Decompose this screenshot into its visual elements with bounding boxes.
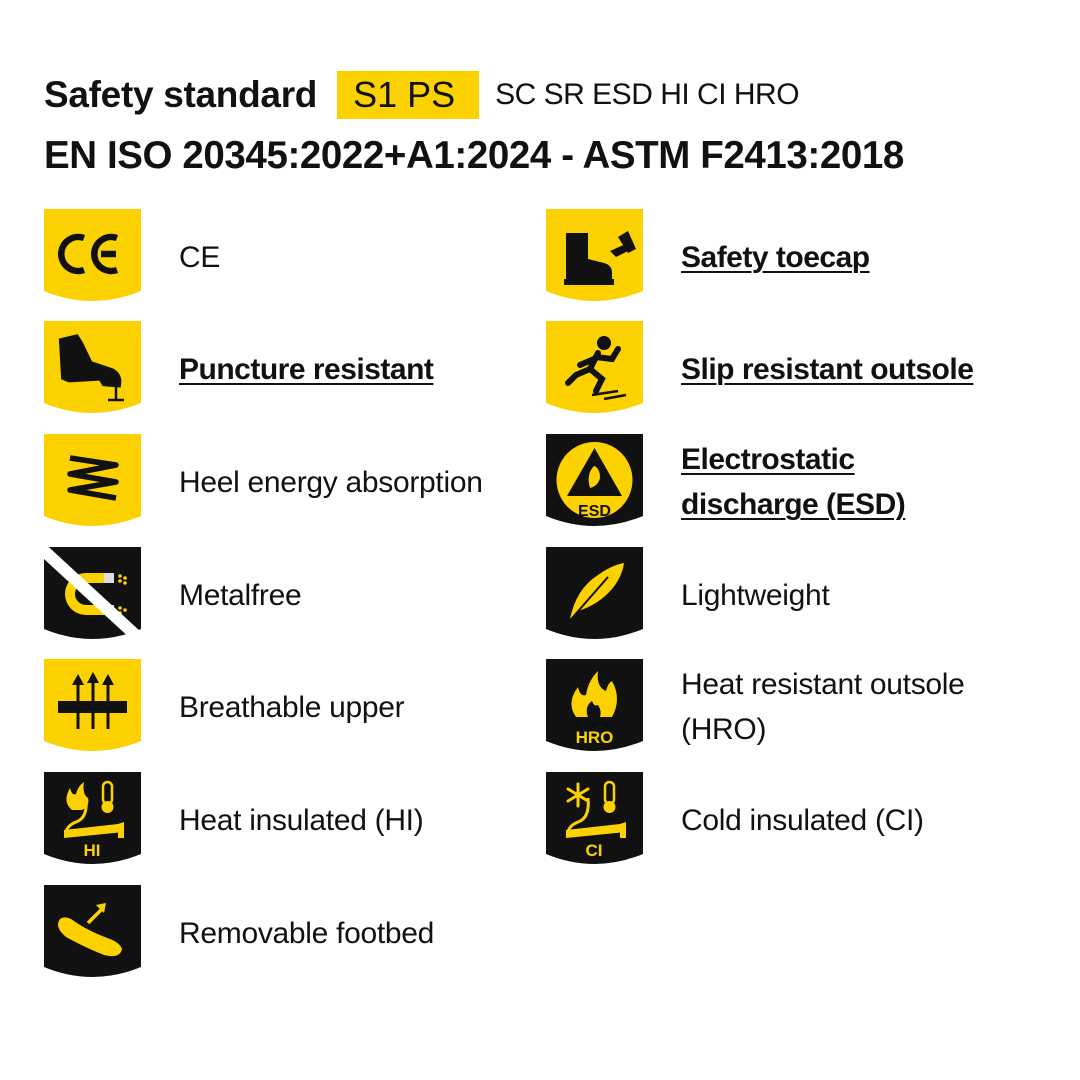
feature-label: Heel energy absorption — [179, 465, 483, 499]
standard-codes: SC SR ESD HI CI HRO — [495, 78, 800, 111]
feature-removable-footbed — [44, 884, 434, 982]
puncture-boot-icon — [44, 321, 141, 418]
spring-icon — [44, 434, 141, 531]
feature-link[interactable] — [681, 437, 1051, 527]
cold-insulated-icon — [546, 772, 643, 869]
feature-label: Cold insulated (CI) — [681, 803, 924, 837]
standard-header — [44, 68, 799, 122]
feature-lightweight — [546, 546, 829, 644]
feature-ce — [44, 208, 220, 306]
class-badge: S1 PS — [337, 71, 479, 119]
ce-mark-icon — [44, 209, 141, 306]
feature-label-line2: discharge (ESD) — [681, 488, 906, 521]
standard-label: Safety standard — [44, 74, 318, 115]
slipping-person-icon — [546, 321, 643, 418]
feature-label — [681, 662, 1051, 752]
flame-icon — [546, 659, 643, 756]
feature-heat-insulated — [44, 771, 423, 869]
magnet-crossed-icon — [44, 547, 141, 644]
icon-code-text: HI — [83, 840, 101, 860]
feature-link[interactable]: Safety toecap — [681, 240, 870, 274]
feature-label-line2: (HRO) — [681, 713, 767, 746]
feature-link[interactable]: Puncture resistant — [179, 352, 434, 386]
heat-insulated-icon — [44, 772, 141, 869]
icon-code-text: ESD — [578, 502, 611, 520]
toecap-hammer-icon — [546, 209, 643, 306]
feature-heat-resistant-outsole — [546, 658, 1051, 756]
icon-code-text: CI — [585, 840, 603, 860]
feature-label: Metalfree — [179, 578, 302, 612]
feature-label: Lightweight — [681, 578, 830, 612]
feature-link[interactable]: Slip resistant outsole — [681, 352, 974, 386]
feature-label: CE — [179, 240, 221, 274]
feature-metalfree — [44, 546, 301, 644]
icon-code-text: HRO — [575, 727, 614, 747]
feature-safety-toecap — [546, 208, 870, 306]
feature-cold-insulated — [546, 771, 924, 869]
feature-breathable-upper — [44, 658, 404, 756]
feature-label-line1: Electrostatic — [681, 443, 855, 476]
breathable-arrows-icon — [44, 659, 141, 756]
norms-title: EN ISO 20345:2022+A1:2024 - ASTM F2413:2018 — [44, 134, 904, 177]
feature-heel-energy — [44, 433, 483, 531]
feature-esd — [546, 433, 1051, 531]
feature-label-line1: Heat resistant outsole — [681, 668, 965, 701]
feature-label: Heat insulated (HI) — [179, 803, 424, 837]
esd-icon — [546, 434, 643, 531]
feature-label: Removable footbed — [179, 916, 435, 950]
feature-puncture-resistant — [44, 320, 433, 418]
feature-slip-resistant — [546, 320, 973, 418]
feature-label: Breathable upper — [179, 690, 405, 724]
feather-icon — [546, 547, 643, 644]
footbed-icon — [44, 885, 141, 982]
